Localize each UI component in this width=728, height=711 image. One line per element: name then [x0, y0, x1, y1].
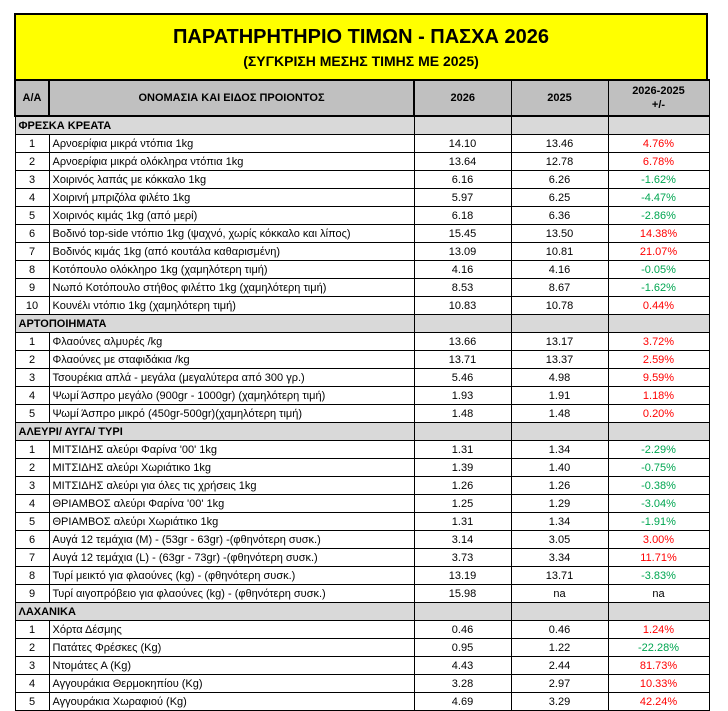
table-row — [15, 567, 709, 585]
section-blank-cell — [414, 116, 511, 135]
section-title: ΛΑΧΑΝΙΚΑ — [15, 603, 414, 621]
price-table — [14, 79, 710, 711]
product-name: ΜΙΤΣΙΔΗΣ αλεύρι Χωριάτικο 1kg — [49, 459, 414, 477]
price-2026: 1.48 — [414, 405, 511, 423]
row-number: 2 — [15, 459, 49, 477]
price-2026: 1.26 — [414, 477, 511, 495]
row-number: 5 — [15, 693, 49, 711]
product-name: Ψωμί Άσπρο μεγάλο (900gr - 1000gr) (χαμηλότερη τιμή) — [49, 387, 414, 405]
section-blank-cell — [608, 116, 709, 135]
section-blank-cell — [511, 116, 608, 135]
price-2026: 3.73 — [414, 549, 511, 567]
table-row — [15, 261, 709, 279]
price-2025: 13.46 — [511, 135, 608, 153]
section-blank-cell — [608, 603, 709, 621]
table-row — [15, 207, 709, 225]
price-2026: 4.69 — [414, 693, 511, 711]
price-change-percent: 10.33% — [608, 675, 709, 693]
table-row — [15, 639, 709, 657]
product-name: Βοδινός κιμάς 1kg (από κουτάλα καθαρισμένη) — [49, 243, 414, 261]
section-header-row — [15, 603, 709, 621]
header-aa: Α/Α — [15, 80, 49, 116]
product-name: Αυγά 12 τεμάχια (Μ) - (53gr - 63gr) -(φθηνότερη συσκ.) — [49, 531, 414, 549]
price-change-percent: 2.59% — [608, 351, 709, 369]
price-2025: 1.26 — [511, 477, 608, 495]
row-number: 9 — [15, 279, 49, 297]
price-change-percent: 42.24% — [608, 693, 709, 711]
table-row — [15, 585, 709, 603]
price-2026: 5.97 — [414, 189, 511, 207]
price-change-percent: 81.73% — [608, 657, 709, 675]
table-row — [15, 675, 709, 693]
table-row — [15, 351, 709, 369]
price-2025: 6.36 — [511, 207, 608, 225]
product-name: ΘΡΙΑΜΒΟΣ αλεύρι Χωριάτικο 1kg — [49, 513, 414, 531]
table-row — [15, 693, 709, 711]
table-row — [15, 405, 709, 423]
table-row — [15, 279, 709, 297]
price-2025: na — [511, 585, 608, 603]
table-row — [15, 477, 709, 495]
section-header-row — [15, 116, 709, 135]
price-2025: 12.78 — [511, 153, 608, 171]
table-row — [15, 225, 709, 243]
row-number: 6 — [15, 225, 49, 243]
row-number: 2 — [15, 639, 49, 657]
price-change-percent: -1.62% — [608, 171, 709, 189]
section-blank-cell — [511, 603, 608, 621]
price-2025: 10.81 — [511, 243, 608, 261]
product-name: Αρνοερίφια μικρά ντόπια 1kg — [49, 135, 414, 153]
price-2026: 3.28 — [414, 675, 511, 693]
table-row — [15, 297, 709, 315]
price-change-percent: 0.44% — [608, 297, 709, 315]
price-2025: 1.34 — [511, 441, 608, 459]
price-change-percent: -22.28% — [608, 639, 709, 657]
price-2025: 13.71 — [511, 567, 608, 585]
price-2025: 4.16 — [511, 261, 608, 279]
header-row — [15, 80, 709, 116]
product-name: Ντομάτες Α (Kg) — [49, 657, 414, 675]
price-2026: 1.31 — [414, 441, 511, 459]
row-number: 7 — [15, 549, 49, 567]
price-change-percent: 1.18% — [608, 387, 709, 405]
page-subtitle: (ΣΥΓΚΡΙΣΗ ΜΕΣΗΣ ΤΙΜΗΣ ΜΕ 2025) — [243, 53, 479, 69]
product-name: Αρνοερίφια μικρά ολόκληρα ντόπια 1kg — [49, 153, 414, 171]
product-name: Τυρί μεικτό για φλαούνες (kg) - (φθηνότερη συσκ.) — [49, 567, 414, 585]
product-name: Χόρτα Δέσμης — [49, 621, 414, 639]
price-2026: 15.45 — [414, 225, 511, 243]
section-blank-cell — [414, 603, 511, 621]
price-2026: 6.18 — [414, 207, 511, 225]
price-2026: 8.53 — [414, 279, 511, 297]
row-number: 1 — [15, 621, 49, 639]
table-row — [15, 387, 709, 405]
row-number: 8 — [15, 567, 49, 585]
price-change-percent: -0.38% — [608, 477, 709, 495]
product-name: ΜΙΤΣΙΔΗΣ αλεύρι Φαρίνα '00' 1kg — [49, 441, 414, 459]
table-row — [15, 135, 709, 153]
price-2025: 0.46 — [511, 621, 608, 639]
price-2026: 1.39 — [414, 459, 511, 477]
table-row — [15, 657, 709, 675]
price-2026: 13.71 — [414, 351, 511, 369]
row-number: 3 — [15, 171, 49, 189]
product-name: Νωπό Κοτόπουλο στήθος φιλέττο 1kg (χαμηλότερη τιμή) — [49, 279, 414, 297]
title-banner — [14, 13, 708, 79]
price-change-percent: 3.72% — [608, 333, 709, 351]
row-number: 8 — [15, 261, 49, 279]
product-name: Τυρί αιγοπρόβειο για φλαούνες (kg) - (φθηνότερη συσκ.) — [49, 585, 414, 603]
row-number: 1 — [15, 441, 49, 459]
section-blank-cell — [608, 423, 709, 441]
header-diff-line2: +/- — [651, 99, 666, 111]
price-change-percent: -3.04% — [608, 495, 709, 513]
header-diff-line1: 2026-2025 — [632, 85, 685, 97]
price-2025: 10.78 — [511, 297, 608, 315]
price-change-percent: 6.78% — [608, 153, 709, 171]
product-name: Χοιρινή μπριζόλα φιλέτο 1kg — [49, 189, 414, 207]
price-change-percent: na — [608, 585, 709, 603]
row-number: 2 — [15, 351, 49, 369]
section-blank-cell — [414, 315, 511, 333]
price-change-percent: 14.38% — [608, 225, 709, 243]
section-header-row — [15, 315, 709, 333]
price-2026: 6.16 — [414, 171, 511, 189]
section-header-row — [15, 423, 709, 441]
price-2026: 1.93 — [414, 387, 511, 405]
price-2025: 1.91 — [511, 387, 608, 405]
section-blank-cell — [511, 423, 608, 441]
price-2026: 10.83 — [414, 297, 511, 315]
price-change-percent: -4.47% — [608, 189, 709, 207]
table-row — [15, 459, 709, 477]
price-2026: 14.10 — [414, 135, 511, 153]
price-2025: 13.50 — [511, 225, 608, 243]
price-change-percent: 4.76% — [608, 135, 709, 153]
price-2025: 3.05 — [511, 531, 608, 549]
product-name: Φλαούνες με σταφιδάκια /kg — [49, 351, 414, 369]
price-2025: 13.37 — [511, 351, 608, 369]
price-2026: 0.95 — [414, 639, 511, 657]
price-2026: 4.16 — [414, 261, 511, 279]
price-2026: 13.66 — [414, 333, 511, 351]
price-2025: 3.34 — [511, 549, 608, 567]
price-2025: 6.26 — [511, 171, 608, 189]
row-number: 4 — [15, 495, 49, 513]
table-row — [15, 513, 709, 531]
product-name: ΘΡΙΑΜΒΟΣ αλεύρι Φαρίνα '00' 1kg — [49, 495, 414, 513]
row-number: 4 — [15, 387, 49, 405]
table-row — [15, 243, 709, 261]
header-2026: 2026 — [414, 80, 511, 116]
row-number: 9 — [15, 585, 49, 603]
price-2026: 13.19 — [414, 567, 511, 585]
price-2026: 4.43 — [414, 657, 511, 675]
table-row — [15, 171, 709, 189]
section-blank-cell — [414, 423, 511, 441]
row-number: 3 — [15, 369, 49, 387]
product-name: Αγγουράκια Χωραφιού (Kg) — [49, 693, 414, 711]
price-2025: 1.48 — [511, 405, 608, 423]
table-row — [15, 531, 709, 549]
price-change-percent: -2.86% — [608, 207, 709, 225]
product-name: Φλαούνες αλμυρές /kg — [49, 333, 414, 351]
section-title: ΑΛΕΥΡΙ/ ΑΥΓΑ/ ΤΥΡΙ — [15, 423, 414, 441]
row-number: 3 — [15, 477, 49, 495]
price-2026: 1.25 — [414, 495, 511, 513]
header-product-name: ΟΝΟΜΑΣΙΑ ΚΑΙ ΕΙΔΟΣ ΠΡΟΙΟΝΤΟΣ — [49, 80, 414, 116]
product-name: ΜΙΤΣΙΔΗΣ αλεύρι για όλες τις χρήσεις 1kg — [49, 477, 414, 495]
price-change-percent: -2.29% — [608, 441, 709, 459]
row-number: 2 — [15, 153, 49, 171]
price-change-percent: -0.05% — [608, 261, 709, 279]
price-2026: 13.64 — [414, 153, 511, 171]
section-title: ΦΡΕΣΚΑ ΚΡΕΑΤΑ — [15, 116, 414, 135]
table-row — [15, 441, 709, 459]
table-row — [15, 621, 709, 639]
price-change-percent: -1.62% — [608, 279, 709, 297]
price-2025: 1.40 — [511, 459, 608, 477]
price-2025: 13.17 — [511, 333, 608, 351]
price-2025: 1.22 — [511, 639, 608, 657]
product-name: Χοιρινός κιμάς 1kg (από μερί) — [49, 207, 414, 225]
row-number: 6 — [15, 531, 49, 549]
price-change-percent: -3.83% — [608, 567, 709, 585]
price-2026: 5.46 — [414, 369, 511, 387]
section-blank-cell — [511, 315, 608, 333]
price-2025: 8.67 — [511, 279, 608, 297]
product-name: Πατάτες Φρέσκες (Kg) — [49, 639, 414, 657]
header-diff — [608, 80, 709, 116]
row-number: 1 — [15, 333, 49, 351]
row-number: 7 — [15, 243, 49, 261]
price-change-percent: 1.24% — [608, 621, 709, 639]
section-title: ΑΡΤΟΠΟΙΗΜΑΤΑ — [15, 315, 414, 333]
row-number: 4 — [15, 189, 49, 207]
price-observatory-sheet — [14, 13, 708, 711]
price-change-percent: 3.00% — [608, 531, 709, 549]
row-number: 1 — [15, 135, 49, 153]
price-change-percent: -0.75% — [608, 459, 709, 477]
page-title: ΠΑΡΑΤΗΡΗΤΗΡΙΟ ΤΙΜΩΝ - ΠΑΣΧΑ 2026 — [172, 26, 550, 48]
price-2026: 15.98 — [414, 585, 511, 603]
table-body — [15, 116, 709, 711]
price-change-percent: 0.20% — [608, 405, 709, 423]
price-2025: 1.34 — [511, 513, 608, 531]
table-row — [15, 153, 709, 171]
product-name: Χοιρινός λαπάς με κόκκαλο 1kg — [49, 171, 414, 189]
row-number: 4 — [15, 675, 49, 693]
header-2025: 2025 — [511, 80, 608, 116]
table-row — [15, 549, 709, 567]
price-2025: 4.98 — [511, 369, 608, 387]
table-row — [15, 369, 709, 387]
section-blank-cell — [608, 315, 709, 333]
product-name: Βοδινό top-side ντόπιο 1kg (ψαχνό, χωρίς κόκκαλο και λίπος) — [49, 225, 414, 243]
price-2026: 13.09 — [414, 243, 511, 261]
table-row — [15, 495, 709, 513]
price-change-percent: 11.71% — [608, 549, 709, 567]
price-change-percent: 21.07% — [608, 243, 709, 261]
row-number: 5 — [15, 513, 49, 531]
row-number: 3 — [15, 657, 49, 675]
table-row — [15, 189, 709, 207]
table-row — [15, 333, 709, 351]
row-number: 5 — [15, 207, 49, 225]
price-2026: 3.14 — [414, 531, 511, 549]
product-name: Ψωμί Άσπρο μικρό (450gr-500gr)(χαμηλότερη τιμή) — [49, 405, 414, 423]
price-2025: 6.25 — [511, 189, 608, 207]
product-name: Αυγά 12 τεμάχια (L) - (63gr - 73gr) -(φθηνότερη συσκ.) — [49, 549, 414, 567]
row-number: 10 — [15, 297, 49, 315]
product-name: Κουνέλι ντόπιο 1kg (χαμηλότερη τιμή) — [49, 297, 414, 315]
price-2025: 2.97 — [511, 675, 608, 693]
row-number: 5 — [15, 405, 49, 423]
price-2025: 1.29 — [511, 495, 608, 513]
price-change-percent: -1.91% — [608, 513, 709, 531]
price-2025: 3.29 — [511, 693, 608, 711]
product-name: Αγγουράκια Θερμοκηπίου (Kg) — [49, 675, 414, 693]
product-name: Κοτόπουλο ολόκληρο 1kg (χαμηλότερη τιμή) — [49, 261, 414, 279]
price-2026: 1.31 — [414, 513, 511, 531]
price-2026: 0.46 — [414, 621, 511, 639]
price-2025: 2.44 — [511, 657, 608, 675]
price-change-percent: 9.59% — [608, 369, 709, 387]
product-name: Τσουρέκια απλά - μεγάλα (μεγαλύτερα από 300 γρ.) — [49, 369, 414, 387]
